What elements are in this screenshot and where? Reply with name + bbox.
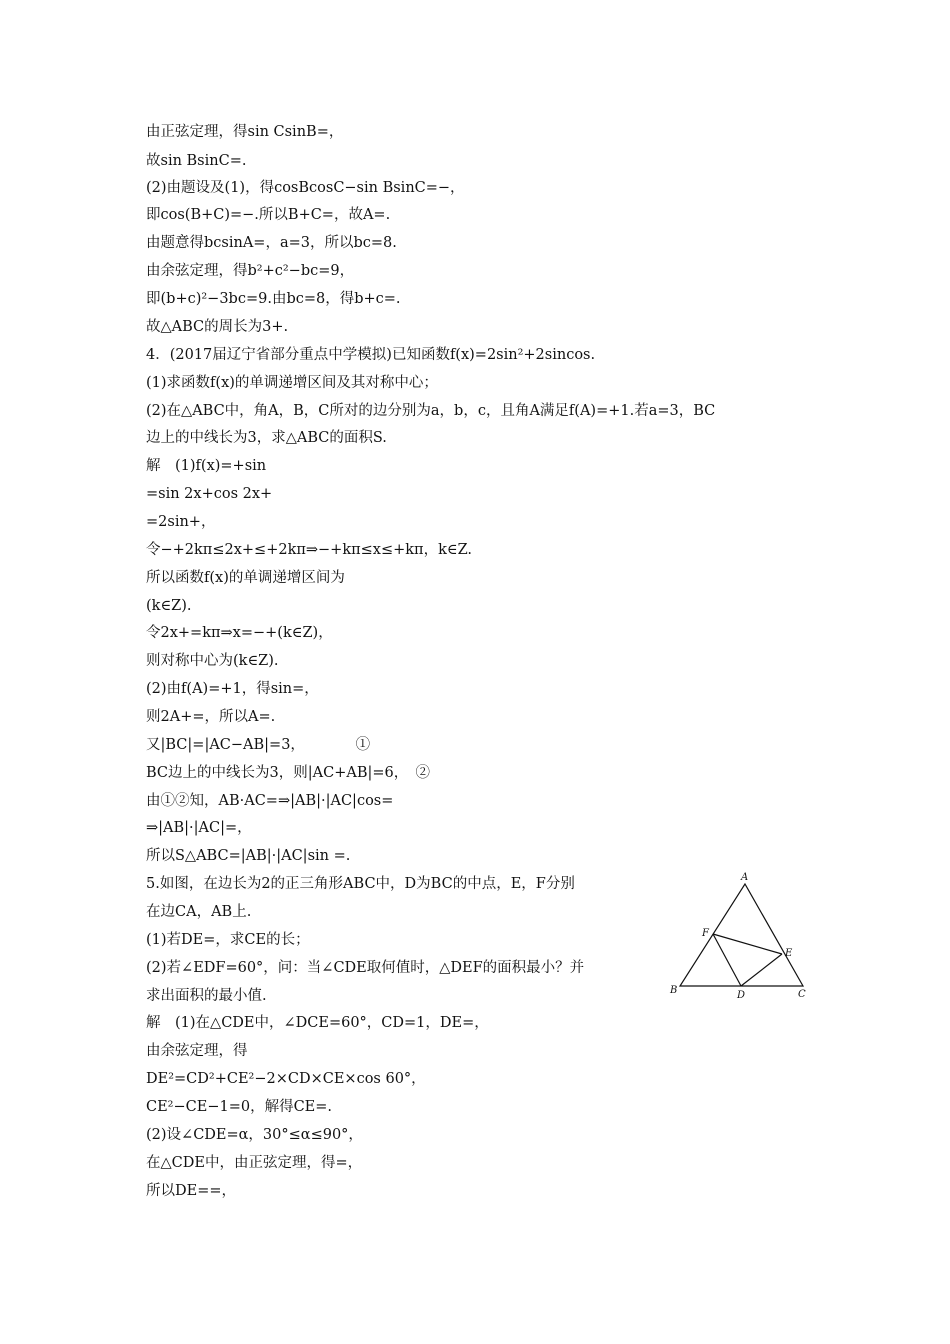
text-line: 边上的中线长为3，求△ABC的面积S. <box>146 430 387 446</box>
text-line: 故sin BsinC=. <box>146 153 247 169</box>
text-line: 由余弦定理，得 <box>146 1043 248 1059</box>
text-line: 在边CA，AB上. <box>146 904 252 920</box>
text-line: (k∈Z). <box>146 598 192 614</box>
text-line: 在△CDE中，由正弦定理，得=， <box>146 1155 363 1171</box>
text-line: 所以函数f(x)的单调递增区间为 <box>146 570 345 586</box>
text-line: 所以S△ABC=|AB|·|AC|sin =. <box>146 848 351 864</box>
text-line: 由正弦定理，得sin CsinB=， <box>146 124 344 140</box>
text-line: 令2x+=kπ⇒x=−+(k∈Z)， <box>146 625 333 641</box>
text-line: 即(b+c)²−3bc=9.由bc=8，得b+c=. <box>146 291 401 307</box>
label-e: E <box>785 948 793 959</box>
problem-5-title: 5.如图，在边长为2的正三角形ABC中，D为BC的中点，E，F分别 <box>146 876 575 892</box>
label-c: C <box>798 989 806 1000</box>
label-b: B <box>670 985 678 996</box>
segment-de <box>741 954 782 986</box>
text-line: CE²−CE−1=0，解得CE=. <box>146 1099 333 1115</box>
text-line: 则2A+=，所以A=. <box>146 709 276 725</box>
segment-fd <box>713 934 741 986</box>
text-line: (1)求函数f(x)的单调递增区间及其对称中心； <box>146 375 438 391</box>
text-line: 求出面积的最小值. <box>146 988 267 1004</box>
text-line: 令−+2kπ≤2x+≤+2kπ⇒−+kπ≤x≤+kπ，k∈Z. <box>146 542 473 558</box>
problem-4-title: 4．(2017届辽宁省部分重点中学模拟)已知函数f(x)=2sin²+2sincos. <box>146 347 596 363</box>
triangle-figure <box>668 866 818 1002</box>
text-line: 由余弦定理，得b²+c²−bc=9， <box>146 263 355 279</box>
text-line: 解 (1)f(x)=+sin <box>146 458 267 474</box>
text-line: (2)由题设及(1)，得cosBcosC−sin BsinC=−， <box>146 180 465 196</box>
label-d: D <box>737 990 746 1001</box>
text-line: =2sin+， <box>146 514 216 530</box>
text-line: (1)若DE=，求CE的长； <box>146 932 310 948</box>
label-f: F <box>702 928 709 939</box>
text-line: DE²=CD²+CE²−2×CD×CE×cos 60°， <box>146 1071 426 1087</box>
text-line: 由①②知，AB·AC=⇒|AB|·|AC|cos= <box>146 793 394 809</box>
text-line: ⇒|AB|·|AC|=， <box>146 820 252 836</box>
text-line: BC边上的中线长为3，则|AC+AB|=6， ② <box>146 765 430 781</box>
label-a: A <box>741 872 749 883</box>
triangle-abc <box>680 884 803 986</box>
text-line: 即cos(B+C)=−.所以B+C=，故A=. <box>146 207 391 223</box>
text-line: 则对称中心为(k∈Z). <box>146 653 279 669</box>
segment-fe <box>713 934 782 954</box>
text-line: (2)若∠EDF=60°，问：当∠CDE取何值时，△DEF的面积最小？并 <box>146 960 585 976</box>
text-line: 故△ABC的周长为3+. <box>146 319 289 335</box>
text-line: 所以DE==， <box>146 1183 237 1199</box>
text-line: 解 (1)在△CDE中，∠DCE=60°，CD=1，DE=， <box>146 1015 489 1031</box>
text-line: (2)在△ABC中，角A，B，C所对的边分别为a，b，c，且角A满足f(A)=+1.若a=3，BC <box>146 403 716 419</box>
text-line: =sin 2x+cos 2x+ <box>146 486 273 502</box>
text-line: 由题意得bcsinA=，a=3，所以bc=8. <box>146 235 397 251</box>
text-line: (2)设∠CDE=α，30°≤α≤90°， <box>146 1127 363 1143</box>
text-line: 又|BC|=|AC−AB|=3， ① <box>146 737 371 753</box>
text-line: (2)由f(A)=+1，得sin=， <box>146 681 319 697</box>
